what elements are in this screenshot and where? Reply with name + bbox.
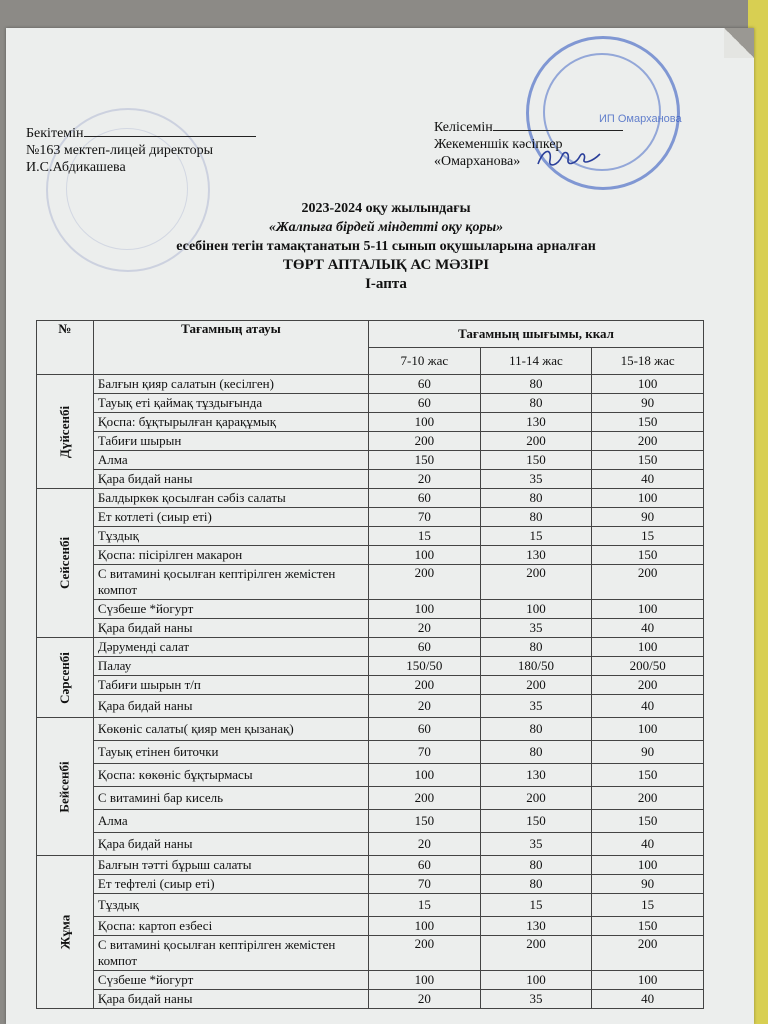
sheet-corner-fold: [724, 28, 754, 58]
dish-name: Ет тефтелі (сиыр еті): [93, 875, 368, 894]
dish-name: Алма: [93, 810, 368, 833]
value-15-18: 15: [592, 527, 704, 546]
value-11-14: 35: [480, 619, 592, 638]
value-11-14: 130: [480, 764, 592, 787]
value-15-18: 200: [592, 432, 704, 451]
day-cell-thursday: [37, 718, 94, 856]
value-7-10: 150/50: [369, 657, 481, 676]
table-row: [37, 971, 704, 990]
menu-table: [36, 320, 704, 1009]
dish-name: Тауық еті қаймақ тұздығында: [93, 394, 368, 413]
value-11-14: 15: [480, 527, 592, 546]
value-7-10: 60: [369, 375, 481, 394]
value-11-14: 35: [480, 833, 592, 856]
agreement-block: [434, 118, 623, 170]
dish-name: Балғын қияр салатын (кесілген): [93, 375, 368, 394]
value-15-18: 100: [592, 638, 704, 657]
menu-document: [6, 28, 754, 1024]
dish-name: Табиғи шырын: [93, 432, 368, 451]
value-7-10: 15: [369, 894, 481, 917]
approval-block: [26, 124, 256, 176]
header-age-15-18: 15-18 жас: [592, 348, 704, 375]
value-11-14: 80: [480, 875, 592, 894]
table-row: [37, 741, 704, 764]
value-15-18: 40: [592, 990, 704, 1009]
table-row: [37, 764, 704, 787]
day-label: Сейсенбі: [56, 536, 72, 590]
value-7-10: 100: [369, 413, 481, 432]
value-7-10: 60: [369, 638, 481, 657]
value-7-10: 70: [369, 741, 481, 764]
table-row: [37, 508, 704, 527]
table-row: [37, 394, 704, 413]
dish-name: Ет котлеті (сиыр еті): [93, 508, 368, 527]
dish-name: Қоспа: бұқтырылған қарақұмық: [93, 413, 368, 432]
menu-title: [66, 199, 706, 294]
dish-name: Қара бидай наны: [93, 619, 368, 638]
value-11-14: 200: [480, 787, 592, 810]
table-row: [37, 470, 704, 489]
dish-name: Сүзбеше *йогурт: [93, 600, 368, 619]
value-15-18: 200: [592, 787, 704, 810]
approve-label: Бекітемін: [26, 126, 84, 141]
value-11-14: 80: [480, 489, 592, 508]
table-row: [37, 432, 704, 451]
value-11-14: 80: [480, 718, 592, 741]
table-row: [37, 375, 704, 394]
title-fund: «Жалпыға бірдей міндетті оқу қоры»: [268, 220, 504, 235]
dish-name: Табиғи шырын т/п: [93, 676, 368, 695]
value-15-18: 100: [592, 718, 704, 741]
value-7-10: 60: [369, 394, 481, 413]
value-11-14: 35: [480, 990, 592, 1009]
value-15-18: 150: [592, 546, 704, 565]
value-15-18: 100: [592, 600, 704, 619]
title-target: есебінен тегін тамақтанатын 5-11 сынып оқушыларына арналған: [176, 239, 596, 254]
value-11-14: 80: [480, 741, 592, 764]
value-15-18: 150: [592, 413, 704, 432]
dish-name: Қоспа: пісірілген макарон: [93, 546, 368, 565]
table-row: [37, 894, 704, 917]
value-11-14: 35: [480, 695, 592, 718]
value-15-18: 90: [592, 508, 704, 527]
value-15-18: 150: [592, 764, 704, 787]
value-11-14: 130: [480, 917, 592, 936]
header-dish: Тағамның атауы: [93, 321, 368, 375]
table-row: [37, 451, 704, 470]
dish-name: Қоспа: көкөніс бұқтырмасы: [93, 764, 368, 787]
value-7-10: 150: [369, 451, 481, 470]
day-label: Жұма: [56, 914, 72, 950]
value-7-10: 15: [369, 527, 481, 546]
table-row: [37, 600, 704, 619]
dish-name: Сүзбеше *йогурт: [93, 971, 368, 990]
dish-name: С витамині қосылған кептірілген жемістен компот: [93, 565, 368, 600]
table-row: [37, 718, 704, 741]
value-11-14: 200: [480, 936, 592, 971]
value-15-18: 40: [592, 470, 704, 489]
table-row: [37, 856, 704, 875]
value-7-10: 60: [369, 718, 481, 741]
value-15-18: 40: [592, 695, 704, 718]
value-7-10: 20: [369, 619, 481, 638]
dish-name: Көкөніс салаты( қияр мен қызанақ): [93, 718, 368, 741]
table-row: [37, 676, 704, 695]
dish-name: Тұздық: [93, 527, 368, 546]
value-15-18: 100: [592, 856, 704, 875]
value-15-18: 100: [592, 489, 704, 508]
table-row: [37, 527, 704, 546]
value-11-14: 80: [480, 394, 592, 413]
stamp-text: ИП Омарханова: [599, 113, 682, 125]
value-15-18: 40: [592, 833, 704, 856]
value-7-10: 20: [369, 470, 481, 489]
value-7-10: 200: [369, 565, 481, 600]
table-row: [37, 787, 704, 810]
value-7-10: 150: [369, 810, 481, 833]
header-number: №: [37, 321, 94, 375]
title-week: I-апта: [365, 276, 407, 292]
value-15-18: 200/50: [592, 657, 704, 676]
day-cell-friday: [37, 856, 94, 1009]
value-11-14: 130: [480, 546, 592, 565]
table-row: [37, 917, 704, 936]
value-7-10: 70: [369, 508, 481, 527]
value-11-14: 80: [480, 508, 592, 527]
dish-name: С витаминi бар кисель: [93, 787, 368, 810]
value-11-14: 200: [480, 432, 592, 451]
value-15-18: 200: [592, 936, 704, 971]
table-row: [37, 833, 704, 856]
entrepreneur-title: Жекеменшік кәсіпкер: [434, 137, 563, 152]
dish-name: Тұздық: [93, 894, 368, 917]
header-age-7-10: 7-10 жас: [369, 348, 481, 375]
table-row: [37, 413, 704, 432]
value-7-10: 200: [369, 936, 481, 971]
value-15-18: 40: [592, 619, 704, 638]
day-label: Бейсенбі: [56, 760, 72, 813]
value-11-14: 80: [480, 638, 592, 657]
header-yield: Тағамның шығымы, ккал: [369, 321, 704, 348]
value-7-10: 100: [369, 971, 481, 990]
day-label: Сәрсенбі: [56, 651, 72, 704]
day-cell-monday: [37, 375, 94, 489]
dish-name: Балдыркөк қосылған сәбіз салаты: [93, 489, 368, 508]
table-row: [37, 619, 704, 638]
signature-line: [493, 118, 623, 131]
value-7-10: 200: [369, 676, 481, 695]
table-row: [37, 565, 704, 600]
value-15-18: 150: [592, 917, 704, 936]
dish-name: Палау: [93, 657, 368, 676]
dish-name: Тауық етінен биточки: [93, 741, 368, 764]
value-7-10: 100: [369, 546, 481, 565]
table-row: [37, 990, 704, 1009]
value-15-18: 15: [592, 894, 704, 917]
agree-label: Келісемін: [434, 120, 493, 135]
signature-line: [84, 124, 256, 137]
value-11-14: 150: [480, 810, 592, 833]
value-15-18: 100: [592, 375, 704, 394]
table-row: [37, 695, 704, 718]
day-cell-tuesday: [37, 489, 94, 638]
value-7-10: 100: [369, 917, 481, 936]
director-title: №163 мектеп-лицей директоры: [26, 143, 213, 158]
value-15-18: 150: [592, 810, 704, 833]
value-15-18: 200: [592, 676, 704, 695]
value-15-18: 100: [592, 971, 704, 990]
value-7-10: 60: [369, 856, 481, 875]
value-7-10: 100: [369, 600, 481, 619]
value-7-10: 20: [369, 990, 481, 1009]
value-15-18: 90: [592, 394, 704, 413]
dish-name: Қара бидай наны: [93, 695, 368, 718]
title-year: 2023-2024 оқу жылындағы: [301, 201, 471, 216]
value-7-10: 70: [369, 875, 481, 894]
value-15-18: 90: [592, 741, 704, 764]
value-15-18: 90: [592, 875, 704, 894]
table-row: [37, 657, 704, 676]
value-7-10: 200: [369, 787, 481, 810]
value-7-10: 20: [369, 833, 481, 856]
value-11-14: 80: [480, 375, 592, 394]
value-11-14: 200: [480, 676, 592, 695]
value-7-10: 200: [369, 432, 481, 451]
table-row: [37, 875, 704, 894]
dish-name: Қара бидай наны: [93, 833, 368, 856]
value-11-14: 150: [480, 451, 592, 470]
value-15-18: 150: [592, 451, 704, 470]
value-11-14: 15: [480, 894, 592, 917]
dish-name: С витаминi қосылған кептірілген жемістен компот: [93, 936, 368, 971]
day-label: Дүйсенбі: [56, 405, 72, 458]
table-row: [37, 936, 704, 971]
director-name: И.С.Абдикашева: [26, 160, 126, 175]
dish-name: Алма: [93, 451, 368, 470]
table-row: [37, 546, 704, 565]
value-11-14: 100: [480, 600, 592, 619]
table-row: [37, 638, 704, 657]
value-11-14: 80: [480, 856, 592, 875]
value-11-14: 180/50: [480, 657, 592, 676]
table-row: [37, 489, 704, 508]
table-row: [37, 810, 704, 833]
value-11-14: 100: [480, 971, 592, 990]
dish-name: Дәрумендi салат: [93, 638, 368, 657]
value-11-14: 35: [480, 470, 592, 489]
dish-name: Қара бидай наны: [93, 990, 368, 1009]
dish-name: Балғын тәтті бұрыш салаты: [93, 856, 368, 875]
title-main: ТӨРТ АПТАЛЫҚ АС МӘЗІРІ: [282, 257, 490, 273]
value-15-18: 200: [592, 565, 704, 600]
entrepreneur-name: «Омарханова»: [434, 154, 521, 169]
value-11-14: 200: [480, 565, 592, 600]
value-11-14: 130: [480, 413, 592, 432]
dish-name: Қара бидай наны: [93, 470, 368, 489]
dish-name: Қоспа: картоп езбесі: [93, 917, 368, 936]
day-cell-wednesday: [37, 638, 94, 718]
value-7-10: 20: [369, 695, 481, 718]
value-7-10: 100: [369, 764, 481, 787]
header-age-11-14: 11-14 жас: [480, 348, 592, 375]
value-7-10: 60: [369, 489, 481, 508]
